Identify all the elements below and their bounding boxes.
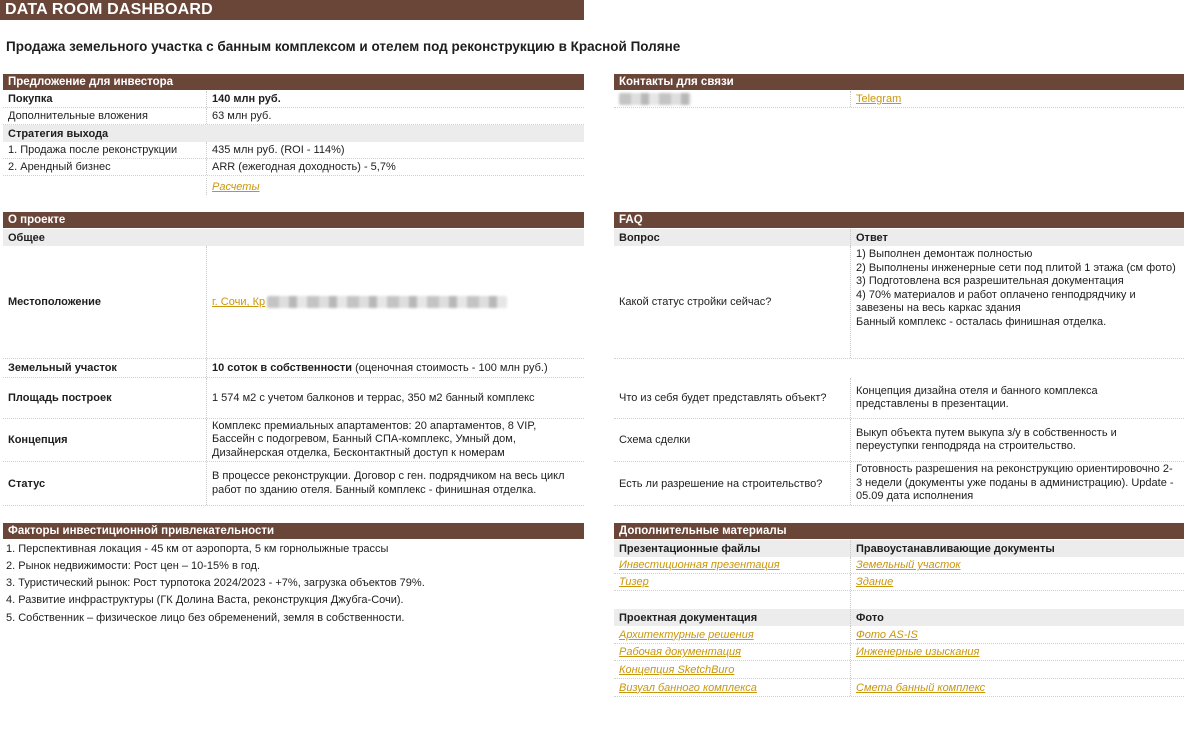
- investment-presentation-link[interactable]: Инвестиционная презентация: [619, 559, 780, 571]
- materials-section-header: Дополнительные материалы: [614, 523, 1184, 539]
- purchase-row: [3, 91, 584, 108]
- faq-answer-1-line: 1) Выполнен демонтаж полностью: [856, 248, 1033, 260]
- status-value: В процессе реконструкции. Договор с ген. подрядчиком на весь цикл работ по зданию отеля. Банный комплекс - финишная отделка.: [212, 470, 565, 496]
- dashboard-banner: DATA ROOM DASHBOARD: [0, 0, 584, 20]
- faq-answer-3: Выкуп объекта путем выкупа з/у в собственность и переуступки генподряда на строительство.: [856, 426, 1117, 452]
- land-plot-doc-link[interactable]: Земельный участок: [856, 559, 961, 571]
- extra-investment-value: 63 млн руб.: [212, 110, 272, 122]
- faq-row-1: [614, 246, 1184, 359]
- faq-answer-1-line: 2) Выполнены инженерные сети под плитой 1 этажа (см фото): [856, 261, 1176, 274]
- location-redacted: [267, 296, 507, 308]
- materials-empty-cell: [851, 661, 860, 678]
- contact-person: [614, 91, 851, 107]
- purchase-value: 140 млн руб.: [212, 93, 281, 105]
- faq-question-header: Вопрос: [614, 229, 851, 246]
- exit-option-1-label: 1. Продажа после реконструкции: [3, 142, 207, 158]
- sketchburo-concept-link[interactable]: Концепция SketchBuro: [619, 663, 735, 676]
- exit-strategy-label: Стратегия выхода: [8, 127, 109, 140]
- status-row: [3, 462, 584, 506]
- faq-answer-1: [851, 246, 1184, 358]
- purchase-label: Покупка: [3, 91, 207, 107]
- working-docs-link[interactable]: Рабочая документация: [619, 646, 742, 658]
- bathhouse-visual-link[interactable]: Визуал банного комплекса: [619, 681, 757, 694]
- extra-investment-label: Дополнительные вложения: [3, 108, 207, 124]
- area-row: [3, 378, 584, 419]
- location-label: Местоположение: [3, 246, 207, 358]
- contacts-row: [614, 91, 1184, 108]
- concept-label: Концепция: [3, 419, 207, 461]
- calc-spacer: [3, 178, 207, 195]
- exit-option-1-value: 435 млн руб. (ROI - 114%): [212, 144, 345, 156]
- faq-answer-4: Готовность разрешения на реконструкцию ориентировочно 2-3 недели (документы уже поданы в администрацию). Update - 05.09 дата исполнения: [856, 463, 1174, 503]
- teaser-link[interactable]: Тизер: [619, 576, 649, 588]
- factor-item-2: 2. Рынок недвижимости: Рост цен – 10-15% в год.: [6, 560, 261, 572]
- faq-row-4: [614, 462, 1184, 506]
- investor-section-header: Предложение для инвестора: [3, 74, 584, 90]
- project-section-header: О проекте: [3, 212, 584, 228]
- materials-row: [614, 557, 1184, 574]
- page-title: Продажа земельного участка с банным комплексом и отелем под реконструкцию в Красной Поляне: [6, 39, 681, 54]
- faq-answer-1-line: 4) 70% материалов и работ оплачено генподрядчику и завезены на весь каркас здания: [856, 288, 1136, 314]
- faq-row-3: [614, 419, 1184, 462]
- calculations-link[interactable]: Расчеты: [212, 180, 260, 193]
- factor-item-3: 3. Туристический рынок: Рост турпотока 2024/2023 - +7%, загрузка объектов 79%.: [6, 577, 425, 589]
- engineering-surveys-link[interactable]: Инженерные изыскания: [856, 646, 980, 658]
- faq-question-1: Какой статус стройки сейчас?: [614, 246, 851, 358]
- exit-option-2-label: 2. Арендный бизнес: [3, 159, 207, 175]
- faq-question-3: Схема сделки: [614, 419, 851, 461]
- photo-header: Фото: [856, 611, 884, 624]
- land-label: Земельный участок: [3, 359, 207, 377]
- project-docs-header: Проектная документация: [614, 609, 851, 626]
- bathhouse-estimate-link[interactable]: Смета банный комплекс: [856, 681, 986, 694]
- exit-strategy-row: [3, 125, 584, 142]
- faq-answer-header: Ответ: [856, 231, 888, 244]
- materials-row: [614, 661, 1184, 679]
- building-doc-link[interactable]: Здание: [856, 576, 894, 588]
- factor-item-4: 4. Развитие инфраструктуры (ГК Долина Васта, реконструкция Джубга-Сочи).: [6, 594, 404, 606]
- project-general-row: [3, 229, 584, 246]
- faq-answer-2: Концепция дизайна отеля и банного комплекса представлены в презентации.: [856, 384, 1098, 410]
- land-row: [3, 359, 584, 378]
- faq-row-2: [614, 378, 1184, 419]
- faq-answer-1-line: Банный комплекс - осталась финишная отделка.: [856, 315, 1107, 328]
- materials-row: [614, 626, 1184, 644]
- materials-spacer-row: [614, 591, 1184, 608]
- faq-section-header: FAQ: [614, 212, 1184, 228]
- concept-value: Комплекс премиальных апартаментов: 20 апартаментов, 8 VIP, Бассейн с подогревом, Банный СПА-комплекс, Умный дом, Дизайнерская отделка, Бесконтактный доступ к номерам: [212, 419, 537, 459]
- materials-row: [614, 679, 1184, 697]
- location-row: [3, 246, 584, 359]
- project-general-label: Общее: [8, 231, 45, 244]
- land-value-main: 10 соток в собственности: [212, 362, 353, 374]
- faq-question-4: Есть ли разрешение на строительство?: [614, 462, 851, 505]
- area-label: Площадь построек: [3, 378, 207, 418]
- materials-header-row-2: [614, 609, 1184, 626]
- faq-question-2: Что из себя будет представлять объект?: [614, 378, 851, 418]
- area-value: 1 574 м2 с учетом балконов и террас, 350 м2 банный комплекс: [212, 392, 535, 404]
- materials-row: [614, 644, 1184, 661]
- materials-row: [614, 574, 1184, 591]
- factor-item-1: 1. Перспективная локация - 45 км от аэропорта, 5 км горнолыжные трассы: [6, 543, 389, 555]
- presentation-files-header: Презентационные файлы: [614, 540, 851, 557]
- location-link[interactable]: г. Сочи, Кр: [212, 296, 266, 308]
- photo-as-is-link[interactable]: Фото AS-IS: [856, 628, 918, 641]
- legal-docs-header: Правоустанавливающие документы: [856, 542, 1055, 555]
- exit-option-2-row: [3, 159, 584, 176]
- telegram-link[interactable]: Telegram: [856, 93, 902, 105]
- contact-redacted: [619, 93, 691, 105]
- calc-row: [3, 178, 584, 195]
- factors-section-header: Факторы инвестиционной привлекательности: [3, 523, 584, 539]
- exit-option-2-value: ARR (ежегодная доходность) - 5,7%: [212, 161, 396, 173]
- status-label: Статус: [3, 462, 207, 505]
- faq-header-row: [614, 229, 1184, 246]
- exit-option-1-row: [3, 142, 584, 159]
- contacts-section-header: Контакты для связи: [614, 74, 1184, 90]
- extra-investment-row: [3, 108, 584, 125]
- materials-header-row-1: [614, 540, 1184, 557]
- architecture-link[interactable]: Архитектурные решения: [619, 628, 754, 641]
- concept-row: [3, 419, 584, 462]
- factor-item-5: 5. Собственник – физическое лицо без обременений, земля в собственности.: [6, 612, 405, 624]
- faq-answer-1-line: 3) Подготовлена вся разрешительная документация: [856, 275, 1124, 287]
- land-value-note: (оценочная стоимость - 100 млн руб.): [352, 362, 548, 374]
- materials-spacer: [614, 591, 851, 608]
